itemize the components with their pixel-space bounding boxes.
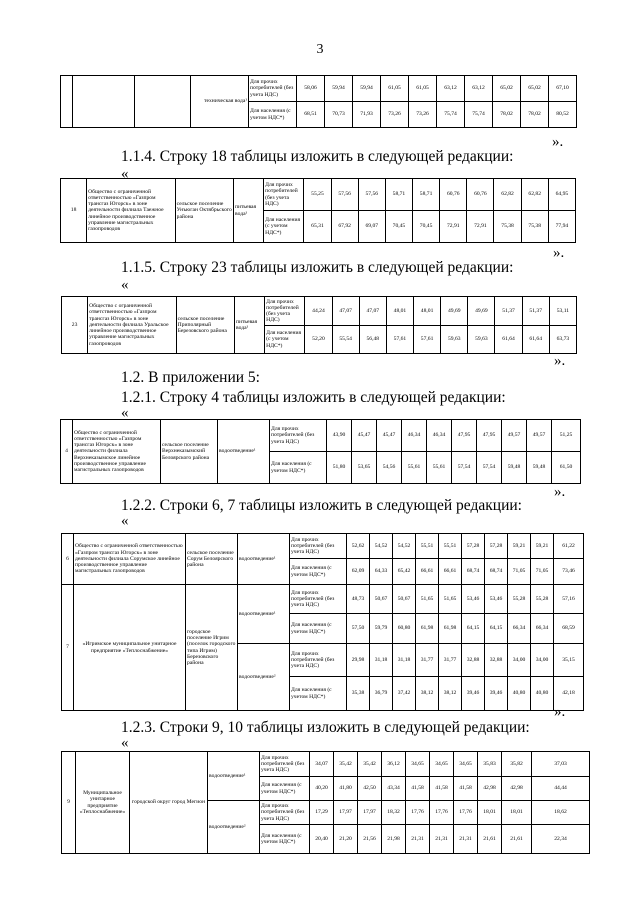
value-cell: 31,18: [393, 644, 416, 677]
value-cell: 61,64: [522, 326, 549, 354]
value-cell: 21,98: [382, 825, 406, 854]
value-cell: 41,58: [454, 777, 478, 801]
table-row-18: [60, 178, 576, 243]
service-cell: водоотведение²: [238, 644, 290, 711]
org-name: Общество с ограниченной ответственностью «Газпром трансгаз Югорск» в зоне деятельности филиала Таежное линейное производственное управление магистральных газопроводов: [87, 179, 176, 243]
service-cell: водоотведение¹: [208, 752, 260, 801]
service-cell: питьевая вода¹: [233, 179, 263, 243]
row-label: Для прочих потребителей (без учета НДС): [265, 297, 305, 326]
value-cell: 57,56: [358, 179, 385, 211]
value-cell: 57,61: [414, 326, 441, 354]
value-cell: 53,11: [549, 297, 576, 326]
value-cell: 17,29: [310, 801, 334, 825]
table-rows-9-10: [61, 751, 590, 854]
service-cell: водоотведение¹: [238, 534, 290, 585]
value-cell: 48,01: [414, 297, 441, 326]
value-cell: 65,02: [521, 76, 549, 102]
settlement-name: сельское поселение Приполярный Березовского района: [176, 297, 234, 354]
opening-quote: «: [121, 735, 129, 751]
value-cell: 21,56: [358, 825, 382, 854]
value-cell: 53,46: [485, 585, 508, 614]
value-cell: 55,54: [332, 326, 359, 354]
value-cell: 49,69: [441, 297, 468, 326]
value-cell: 57,28: [485, 534, 508, 559]
value-cell: 41,80: [334, 777, 358, 801]
value-cell: 59,79: [370, 614, 393, 644]
value-cell: 34,65: [454, 752, 478, 777]
value-cell: 21,20: [334, 825, 358, 854]
settlement-name: сельское поселение Унъюган Октябрьского района: [175, 179, 233, 243]
value-cell: 51,80: [327, 452, 352, 484]
value-cell: 54,56: [377, 452, 402, 484]
value-cell: 44,44: [532, 777, 590, 801]
value-cell: 21,61: [502, 825, 532, 854]
settlement-name: городской округ город Мегион: [130, 752, 208, 854]
value-cell: 70,73: [325, 102, 353, 128]
row-number: 23: [62, 297, 88, 354]
value-cell: 59,94: [325, 76, 353, 102]
value-cell: 35,15: [554, 644, 584, 677]
value-cell: 38,12: [416, 677, 439, 711]
heading-1-2-1: 1.2.1. Строку 4 таблицы изложить в следующей редакции:: [121, 389, 506, 406]
row-number: 6: [62, 534, 74, 585]
service-cell: водоотведение¹: [218, 420, 270, 484]
value-cell: 31,77: [416, 644, 439, 677]
value-cell: 57,61: [386, 326, 413, 354]
value-cell: 34,65: [430, 752, 454, 777]
value-cell: 59,63: [441, 326, 468, 354]
heading-1-2-2: 1.2.2. Строки 6, 7 таблицы изложить в следующей редакции:: [121, 497, 522, 514]
value-cell: 68,74: [485, 559, 508, 585]
heading-1-1-4: 1.1.4. Строку 18 таблицы изложить в следующей редакции:: [121, 148, 514, 165]
row-label: Для населения (с учетом НДС*): [290, 614, 347, 644]
top-table-num-cell: [61, 76, 73, 128]
value-cell: 52,20: [305, 326, 332, 354]
value-cell: 61,50: [552, 452, 581, 484]
value-cell: 47,07: [332, 297, 359, 326]
value-cell: 55,51: [416, 534, 439, 559]
value-cell: 62,09: [347, 559, 370, 585]
value-cell: 32,88: [485, 644, 508, 677]
value-cell: 40,80: [508, 677, 531, 711]
row-label: Для населения (с учетом НДС*): [270, 452, 327, 484]
value-cell: 47,07: [359, 297, 386, 326]
value-cell: 55,25: [304, 179, 331, 211]
opening-quote: «: [121, 513, 129, 529]
settlement-name: сельское поселение Сорум Белоярского района: [186, 534, 238, 585]
value-cell: 61,98: [439, 614, 462, 644]
row-label: Для населения (с учетом НДС*): [290, 559, 347, 585]
row-label: Для прочих потребителей (без учета НДС): [249, 76, 297, 102]
value-cell: 53,65: [352, 452, 377, 484]
value-cell: 60,76: [440, 179, 467, 211]
value-cell: 58,06: [297, 76, 325, 102]
value-cell: 64,33: [370, 559, 393, 585]
value-cell: 64,15: [485, 614, 508, 644]
value-cell: 75,74: [437, 102, 465, 128]
value-cell: 60,76: [467, 179, 494, 211]
value-cell: 67,10: [549, 76, 577, 102]
service-cell: водоотведение¹: [238, 585, 290, 644]
opening-quote: «: [121, 166, 129, 182]
row-label: Для прочих потребителей (без учета НДС): [290, 644, 347, 677]
value-cell: 45,47: [352, 420, 377, 452]
value-cell: 35,83: [478, 752, 502, 777]
row-number: 4: [61, 420, 73, 484]
row-label: Для населения (с учетом НДС*): [260, 777, 310, 801]
top-table-place-cell: [135, 76, 191, 128]
settlement-name: сельское поселение Верхнеказымский Белоярского района: [161, 420, 218, 484]
closing-quote: ».: [554, 353, 566, 369]
heading-1-2-3: 1.2.3. Строки 9, 10 таблицы изложить в следующей редакции:: [121, 719, 530, 736]
row-label: Для населения (с учетом НДС*): [265, 326, 305, 354]
table-rows-6-7: [61, 533, 584, 711]
value-cell: 29,98: [347, 644, 370, 677]
value-cell: 71,93: [353, 102, 381, 128]
value-cell: 59,21: [508, 534, 531, 559]
value-cell: 36,79: [370, 677, 393, 711]
row-label: Для прочих потребителей (без учета НДС): [260, 752, 310, 777]
value-cell: 43,34: [382, 777, 406, 801]
value-cell: 40,80: [531, 677, 554, 711]
value-cell: 35,42: [334, 752, 358, 777]
value-cell: 72,91: [440, 211, 467, 243]
value-cell: 17,76: [406, 801, 430, 825]
value-cell: 38,12: [439, 677, 462, 711]
value-cell: 55,61: [427, 452, 452, 484]
value-cell: 65,31: [304, 211, 331, 243]
value-cell: 52,62: [347, 534, 370, 559]
heading-1-2: 1.2. В приложении 5:: [121, 369, 260, 386]
value-cell: 59,21: [531, 534, 554, 559]
value-cell: 63,12: [465, 76, 493, 102]
row-number: 18: [61, 179, 87, 243]
value-cell: 61,98: [416, 614, 439, 644]
value-cell: 21,31: [454, 825, 478, 854]
value-cell: 49,69: [468, 297, 495, 326]
value-cell: 68,51: [297, 102, 325, 128]
value-cell: 51,37: [495, 297, 522, 326]
value-cell: 67,92: [331, 211, 358, 243]
value-cell: 21,31: [430, 825, 454, 854]
value-cell: 41,58: [406, 777, 430, 801]
value-cell: 73,26: [409, 102, 437, 128]
value-cell: 59,48: [502, 452, 527, 484]
value-cell: 55,28: [531, 585, 554, 614]
value-cell: 65,42: [393, 559, 416, 585]
value-cell: 51,25: [552, 420, 581, 452]
table-row-23: [61, 296, 577, 354]
value-cell: 61,05: [409, 76, 437, 102]
value-cell: 56,48: [359, 326, 386, 354]
value-cell: 66,61: [416, 559, 439, 585]
value-cell: 58,71: [385, 179, 412, 211]
table-row-4: [60, 419, 581, 484]
value-cell: 57,54: [477, 452, 502, 484]
value-cell: 42,98: [478, 777, 502, 801]
value-cell: 48,73: [347, 585, 370, 614]
heading-1-1-5: 1.1.5. Строку 23 таблицы изложить в следующей редакции:: [121, 259, 514, 276]
value-cell: 17,76: [454, 801, 478, 825]
value-cell: 34,65: [406, 752, 430, 777]
value-cell: 66,34: [508, 614, 531, 644]
row-label: Для прочих потребителей (без учета НДС): [290, 534, 347, 559]
value-cell: 35,82: [502, 752, 532, 777]
value-cell: 42,98: [502, 777, 532, 801]
closing-quote: ».: [553, 245, 565, 261]
value-cell: 49,57: [527, 420, 552, 452]
value-cell: 61,22: [554, 534, 584, 559]
value-cell: 18,01: [478, 801, 502, 825]
value-cell: 43,90: [327, 420, 352, 452]
value-cell: 75,38: [521, 211, 548, 243]
value-cell: 68,74: [462, 559, 485, 585]
value-cell: 69,07: [358, 211, 385, 243]
service-cell: техническая вода¹: [191, 76, 249, 128]
opening-quote: «: [121, 277, 129, 293]
top-table-org-cell: [73, 76, 135, 128]
value-cell: 51,37: [522, 297, 549, 326]
value-cell: 55,51: [439, 534, 462, 559]
value-cell: 54,52: [370, 534, 393, 559]
value-cell: 48,01: [386, 297, 413, 326]
value-cell: 18,32: [382, 801, 406, 825]
value-cell: 45,47: [377, 420, 402, 452]
value-cell: 22,34: [532, 825, 590, 854]
value-cell: 50,67: [393, 585, 416, 614]
value-cell: 66,61: [439, 559, 462, 585]
value-cell: 21,61: [478, 825, 502, 854]
value-cell: 35,42: [358, 752, 382, 777]
value-cell: 60,80: [393, 614, 416, 644]
value-cell: 39,46: [462, 677, 485, 711]
value-cell: 63,73: [549, 326, 576, 354]
value-cell: 18,62: [532, 801, 590, 825]
value-cell: 78,02: [521, 102, 549, 128]
value-cell: 77,94: [548, 211, 575, 243]
value-cell: 31,18: [370, 644, 393, 677]
value-cell: 37,42: [393, 677, 416, 711]
value-cell: 57,50: [347, 614, 370, 644]
value-cell: 34,00: [508, 644, 531, 677]
value-cell: 32,88: [462, 644, 485, 677]
service-cell: водоотведение²: [208, 801, 260, 854]
service-cell: питьевая вода¹: [234, 297, 264, 354]
value-cell: 80,52: [549, 102, 577, 128]
value-cell: 31,77: [439, 644, 462, 677]
value-cell: 75,38: [494, 211, 521, 243]
value-cell: 49,57: [502, 420, 527, 452]
value-cell: 55,61: [402, 452, 427, 484]
value-cell: 65,02: [493, 76, 521, 102]
value-cell: 72,91: [467, 211, 494, 243]
value-cell: 54,52: [393, 534, 416, 559]
value-cell: 42,18: [554, 677, 584, 711]
opening-quote: «: [121, 405, 129, 421]
value-cell: 59,94: [353, 76, 381, 102]
value-cell: 36,12: [382, 752, 406, 777]
value-cell: 62,82: [494, 179, 521, 211]
value-cell: 59,48: [527, 452, 552, 484]
value-cell: 61,05: [381, 76, 409, 102]
value-cell: 51,65: [416, 585, 439, 614]
row-label: Для населения (с учетом НДС*): [290, 677, 347, 711]
closing-quote: ».: [552, 134, 564, 150]
value-cell: 70,45: [385, 211, 412, 243]
value-cell: 44,24: [305, 297, 332, 326]
org-name: «Игримское муниципальное унитарное предприятие «Теплоснабжение»: [74, 585, 186, 711]
org-name: Общество с ограниченной ответственностью «Газпром трансгаз Югорск» в зоне деятельности филиала Верхнеказымское линейное производственное управление магистральных газопроводов: [73, 420, 161, 484]
value-cell: 64,95: [548, 179, 575, 211]
value-cell: 59,63: [468, 326, 495, 354]
value-cell: 71,05: [531, 559, 554, 585]
value-cell: 34,00: [531, 644, 554, 677]
closing-quote: ».: [554, 484, 566, 500]
value-cell: 35,38: [347, 677, 370, 711]
value-cell: 37,03: [532, 752, 590, 777]
value-cell: 46,34: [427, 420, 452, 452]
value-cell: 71,05: [508, 559, 531, 585]
value-cell: 51,65: [439, 585, 462, 614]
value-cell: 57,16: [554, 585, 584, 614]
row-label: Для прочих потребителей (без учета НДС): [264, 179, 304, 211]
value-cell: 40,20: [310, 777, 334, 801]
value-cell: 57,54: [452, 452, 477, 484]
value-cell: 61,64: [495, 326, 522, 354]
org-name: Общество с ограниченной ответственностью «Газпром трансгаз Югорск» в зоне деятельности филиала Сорумское линейное производственное управление магистральных газопроводов: [74, 534, 186, 585]
value-cell: 53,46: [462, 585, 485, 614]
value-cell: 70,45: [413, 211, 440, 243]
value-cell: 58,71: [413, 179, 440, 211]
row-label: Для прочих потребителей (без учета НДС): [290, 585, 347, 614]
row-label: Для населения (с учетом НДС*): [260, 825, 310, 854]
value-cell: 68,59: [554, 614, 584, 644]
value-cell: 73,46: [554, 559, 584, 585]
value-cell: 17,97: [358, 801, 382, 825]
value-cell: 50,67: [370, 585, 393, 614]
value-cell: 57,56: [331, 179, 358, 211]
value-cell: 18,01: [502, 801, 532, 825]
value-cell: 17,76: [430, 801, 454, 825]
value-cell: 21,31: [406, 825, 430, 854]
value-cell: 42,50: [358, 777, 382, 801]
row-label: Для прочих потребителей (без учета НДС): [260, 801, 310, 825]
value-cell: 73,26: [381, 102, 409, 128]
value-cell: 46,34: [402, 420, 427, 452]
closing-quote: ».: [554, 704, 566, 720]
value-cell: 55,28: [508, 585, 531, 614]
settlement-name: городское поселение Игрим (поселок городского типа Игрим) Березовского района: [186, 585, 238, 711]
org-name: Муниципальное унитарное предприятие «Теплоснабжение»: [76, 752, 130, 854]
value-cell: 78,02: [493, 102, 521, 128]
value-cell: 41,58: [430, 777, 454, 801]
row-number: 9: [62, 752, 76, 854]
value-cell: 57,28: [462, 534, 485, 559]
org-name: Общество с ограниченной ответственностью «Газпром трансгаз Югорск» в зоне деятельности филиала Уральское линейное производственное управление магистральных газопроводов: [88, 297, 177, 354]
value-cell: 47,95: [452, 420, 477, 452]
row-label: Для населения (с учетом НДС*): [249, 102, 297, 128]
value-cell: 47,95: [477, 420, 502, 452]
row-label: Для населения (с учетом НДС*): [264, 211, 304, 243]
value-cell: 17,97: [334, 801, 358, 825]
value-cell: 20,40: [310, 825, 334, 854]
value-cell: 63,12: [437, 76, 465, 102]
value-cell: 39,46: [485, 677, 508, 711]
value-cell: 75,74: [465, 102, 493, 128]
page-number: 3: [316, 42, 324, 57]
value-cell: 66,34: [531, 614, 554, 644]
value-cell: 34,07: [310, 752, 334, 777]
row-number: 7: [62, 585, 74, 711]
row-label: Для прочих потребителей (без учета НДС): [270, 420, 327, 452]
value-cell: 64,15: [462, 614, 485, 644]
top-table: [60, 75, 577, 128]
value-cell: 62,82: [521, 179, 548, 211]
